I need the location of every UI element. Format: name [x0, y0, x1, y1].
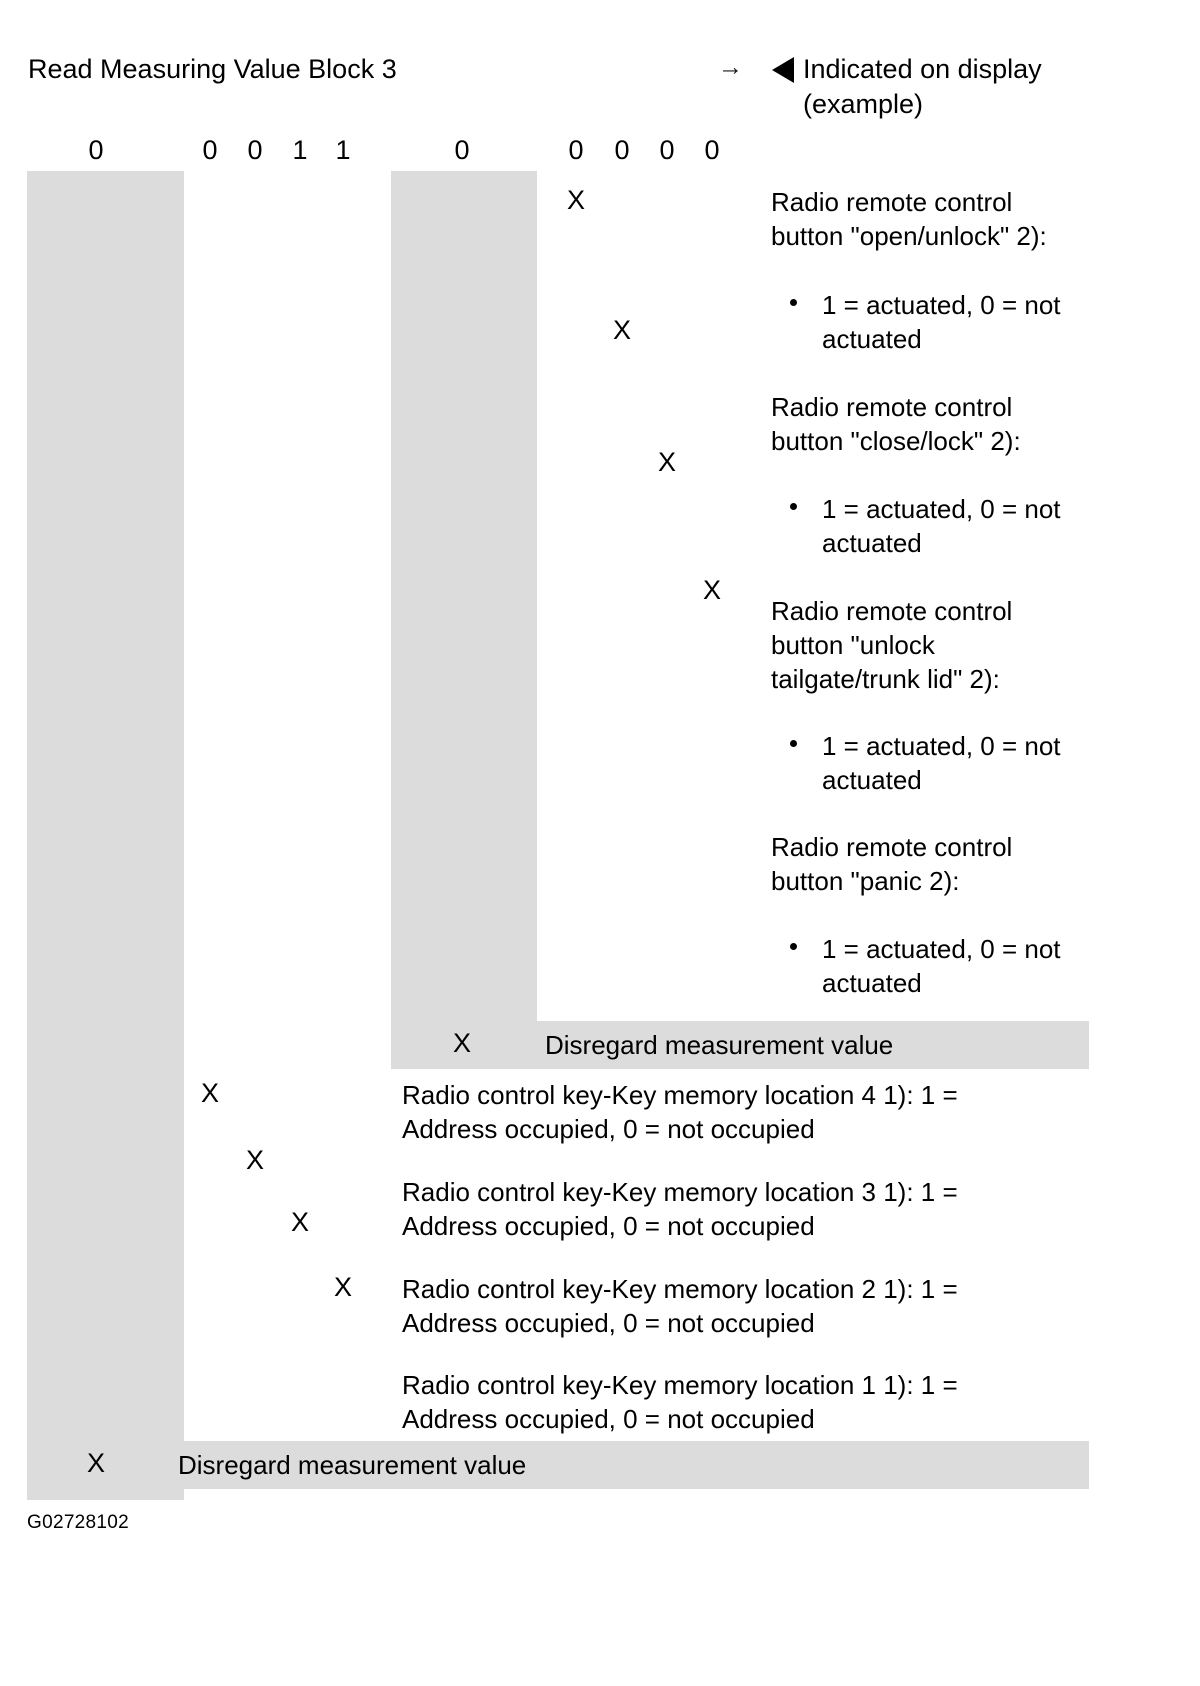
bullet-dot-icon: [790, 943, 797, 950]
x-mark-3: X: [702, 575, 721, 605]
key-memory-text-2: Radio control key-Key memory location 2 1): 1 = Address occupied, 0 = not occupied: [402, 1274, 958, 1338]
x-mark-6: X: [245, 1145, 264, 1175]
bit-digit-9: 0: [704, 135, 720, 165]
x-mark-0: X: [566, 185, 585, 215]
bullet-item-label: 1 = actuated, 0 = not actuated: [822, 934, 1061, 998]
bullet-dot-icon: [790, 503, 797, 510]
bit-digit-0: 0: [88, 135, 104, 165]
bullet-item-label: 1 = actuated, 0 = not actuated: [822, 731, 1061, 795]
bit-digit-6: 0: [568, 135, 584, 165]
x-mark-9: X: [86, 1448, 105, 1478]
arrow-right-icon: →: [718, 53, 743, 81]
bullet-item-2: [790, 729, 1090, 797]
x-mark-4: X: [452, 1028, 471, 1058]
x-mark-1: X: [612, 315, 631, 345]
gray-band-left: [27, 171, 184, 1500]
x-mark-7: X: [290, 1207, 309, 1237]
x-mark-8: X: [333, 1272, 352, 1302]
disregard-label-1: Disregard measurement value: [178, 1450, 527, 1480]
figure-id-label: G02728102: [27, 1512, 130, 1533]
gray-band-middle: [391, 171, 537, 1062]
page-title: Read Measuring Value Block 3: [28, 54, 397, 84]
x-mark-5: X: [200, 1078, 219, 1108]
bit-digit-7: 0: [614, 135, 630, 165]
bullet-item-label: 1 = actuated, 0 = not actuated: [822, 290, 1061, 354]
triangle-left-icon: [772, 57, 794, 83]
bullet-item-0: [790, 288, 1090, 356]
x-mark-2: X: [657, 447, 676, 477]
bit-digit-3: 1: [292, 135, 308, 165]
bit-digit-2: 0: [247, 135, 263, 165]
bit-digit-4: 1: [335, 135, 351, 165]
bit-digit-1: 0: [202, 135, 218, 165]
key-memory-text-3: Radio control key-Key memory location 1 1): 1 = Address occupied, 0 = not occupied: [402, 1370, 958, 1434]
description-0: Radio remote control button "open/unlock" 2):: [771, 187, 1047, 251]
bullet-item-3: [790, 932, 1090, 1000]
bullet-dot-icon: [790, 740, 797, 747]
key-memory-text-1: Radio control key-Key memory location 3 1): 1 = Address occupied, 0 = not occupied: [402, 1177, 958, 1241]
description-3: Radio remote control button "panic 2):: [771, 832, 1013, 896]
disregard-label-0: Disregard measurement value: [545, 1030, 894, 1060]
bullet-dot-icon: [790, 299, 797, 306]
bullet-item-label: 1 = actuated, 0 = not actuated: [822, 494, 1061, 558]
bullet-item-1: [790, 492, 1090, 560]
key-memory-text-0: Radio control key-Key memory location 4 1): 1 = Address occupied, 0 = not occupied: [402, 1080, 958, 1144]
description-1: Radio remote control button "close/lock" 2):: [771, 392, 1021, 456]
description-2: Radio remote control button "unlock tailgate/trunk lid" 2):: [771, 596, 1013, 694]
display-note-label: Indicated on display (example): [803, 54, 1042, 119]
bit-digit-5: 0: [454, 135, 470, 165]
bit-digit-8: 0: [659, 135, 675, 165]
